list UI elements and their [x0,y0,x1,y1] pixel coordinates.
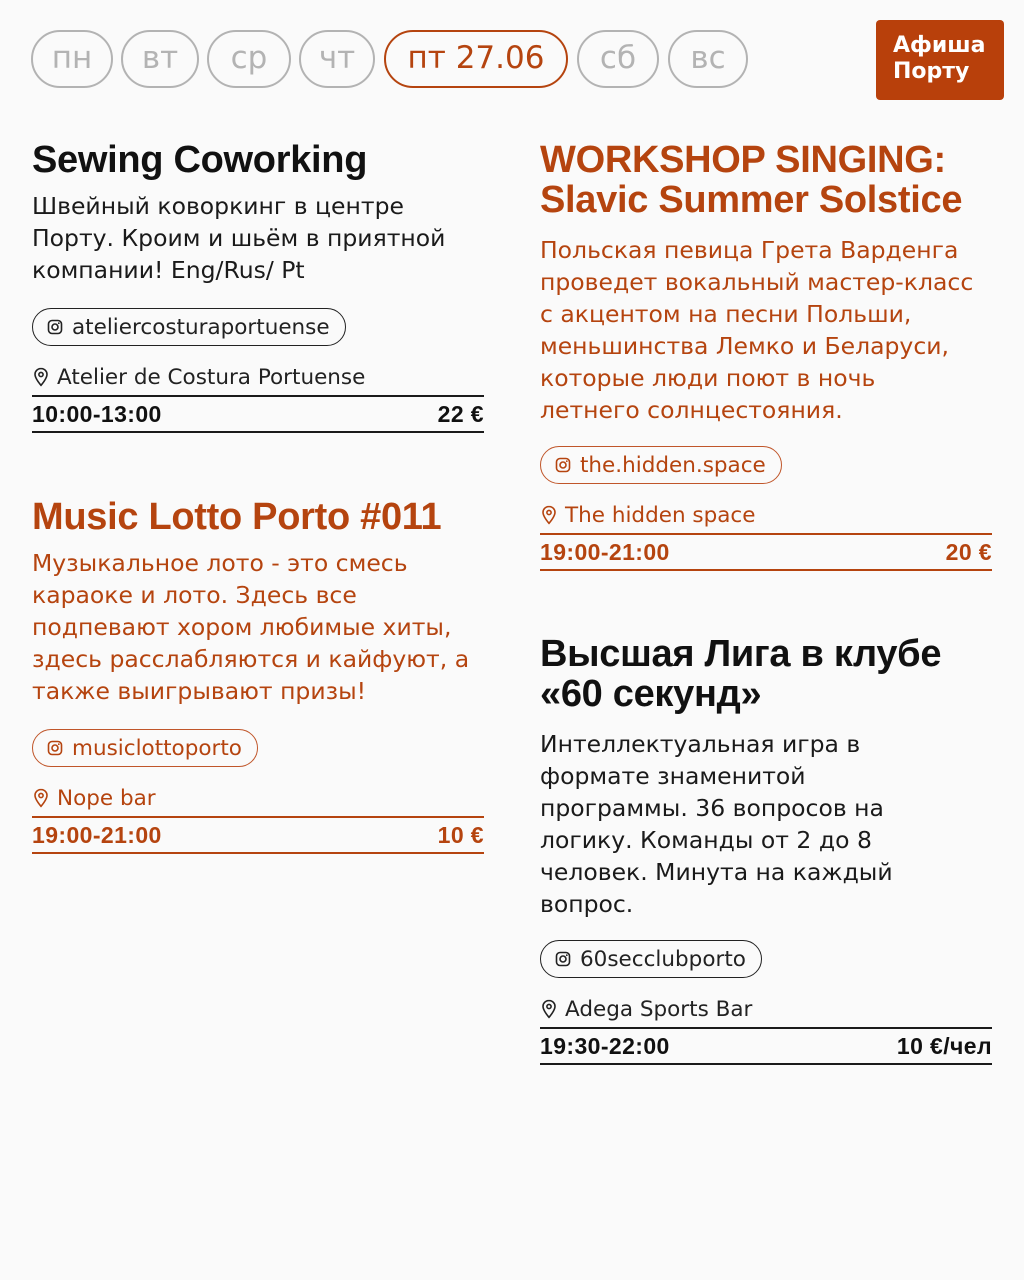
event-title: Высшая Лига в клубе «60 секунд» [540,633,942,715]
event-title: Sewing Coworking [32,139,368,181]
event-time: 19:00-21:00 [32,821,162,848]
event-title: Music Lotto Porto #011 [32,496,442,538]
logo-line-2: Порту [893,59,970,84]
event-price: 10 € [437,821,484,848]
location-pin-icon [540,999,558,1019]
event-price: 10 €/чел [896,1032,992,1059]
location-pin-icon [540,505,558,525]
day-tab-tue[interactable]: вт [121,30,199,88]
event-price: 22 € [437,400,484,427]
event-title: WORKSHOP SINGING: Slavic Summer Solstice [540,139,963,221]
afisha-porto-logo [876,20,1004,100]
instagram-icon [47,319,63,335]
event-description: Интеллектуальная игра в формате знаменитой программы. 36 вопросов на логику. Команды от 2 до 8 человек. Минута на каждый вопрос. [540,730,893,918]
venue-name: Adega Sports Bar [565,996,753,1022]
venue [32,785,484,811]
logo-line-1: Афиша [893,33,986,58]
instagram-handle: ateliercosturaportuense [72,314,330,340]
venue [32,364,484,390]
event-card-60-seconds [540,634,992,1065]
event-card-workshop-singing [540,140,992,571]
instagram-tag[interactable] [540,940,762,978]
event-price: 20 € [945,538,992,565]
instagram-tag[interactable] [32,308,346,346]
venue-name: Atelier de Costura Portuense [57,364,366,390]
location-pin-icon [32,367,50,387]
event-time: 19:00-21:00 [540,538,670,565]
venue-name: The hidden space [565,502,756,528]
instagram-icon [47,740,63,756]
event-description: Швейный коворкинг в центре Порту. Кроим и шьём в приятной компании! Eng/Rus/ Pt [32,192,446,284]
venue-name: Nope bar [57,785,156,811]
time-price-row [32,816,484,854]
event-card-sewing-coworking [32,140,484,433]
location-pin-icon [32,788,50,808]
instagram-icon [555,951,571,967]
day-tab-sun[interactable]: вс [668,30,748,88]
day-tab-wed[interactable]: ср [207,30,291,88]
day-tab-sat[interactable]: сб [577,30,659,88]
day-tab-mon[interactable]: пн [31,30,113,88]
instagram-tag[interactable] [32,729,258,767]
event-time: 10:00-13:00 [32,400,162,427]
event-description: Польская певица Грета Варденга проведет вокальный мастер-класс с акцентом на песни Польши, меньшинства Лемко и Беларуси, которые люди поют в ночь летнего солнцестояния. [540,236,974,424]
instagram-icon [555,457,571,473]
time-price-row [540,533,992,571]
day-tab-fri[interactable]: пт 27.06 [384,30,568,88]
instagram-handle: the.hidden.space [580,452,766,478]
time-price-row [540,1027,992,1065]
event-description: Музыкальное лото - это смесь караоке и лото. Здесь все подпевают хором любимые хиты, здесь расслабляются и кайфуют, а также выигрывают призы! [32,549,470,705]
instagram-handle: musiclottoporto [72,735,242,761]
instagram-tag[interactable] [540,446,782,484]
time-price-row [32,395,484,433]
venue [540,996,992,1022]
instagram-handle: 60secclubporto [580,946,746,972]
venue [540,502,992,528]
day-tab-thu[interactable]: чт [299,30,375,88]
event-card-music-lotto [32,497,484,854]
event-time: 19:30-22:00 [540,1032,670,1059]
